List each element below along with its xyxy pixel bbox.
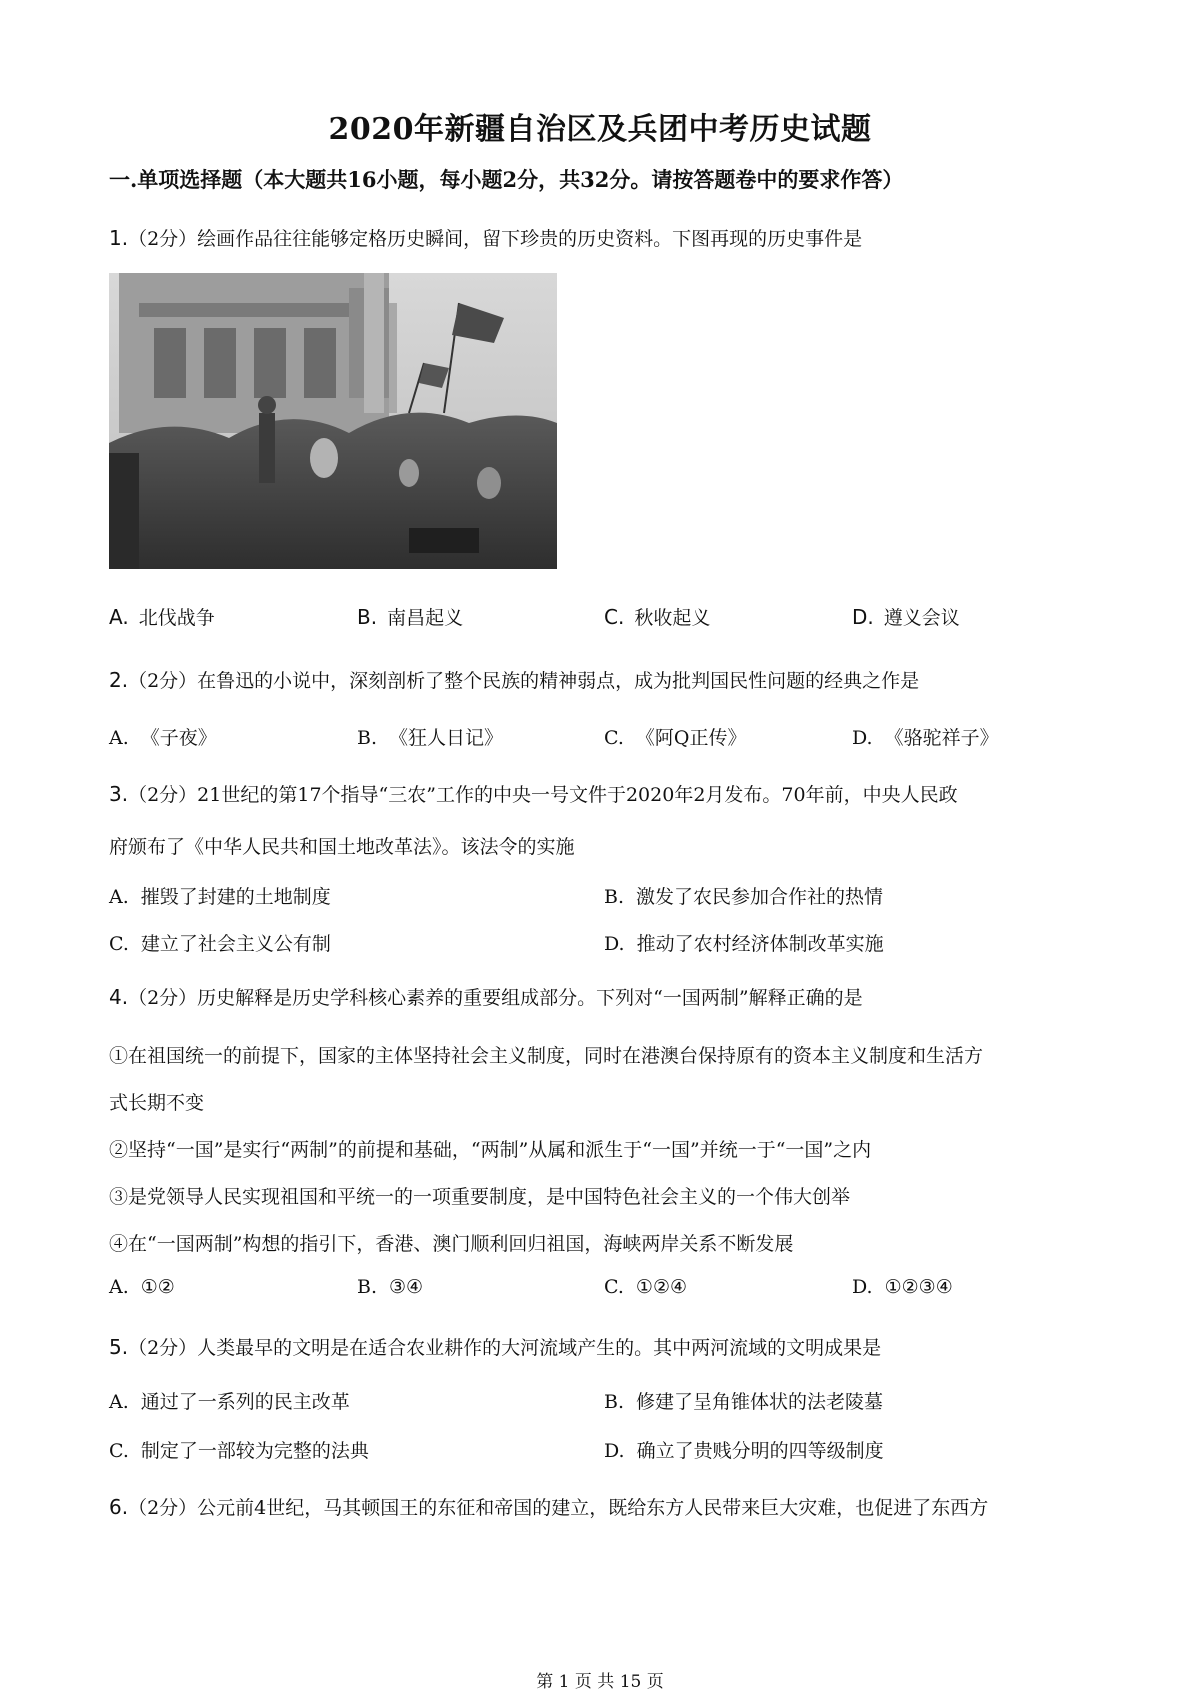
question-4 bbox=[109, 983, 863, 1010]
question-1 bbox=[109, 224, 862, 251]
q1-option-b: B. 南昌起义 bbox=[357, 605, 464, 629]
q4-statement-3: ③是党领导人民实现祖国和平统一的一项重要制度，是中国特色社会主义的一个伟大创举 bbox=[109, 1186, 851, 1208]
history-painting-image bbox=[109, 273, 557, 569]
q3-option-b: B. 激发了农民参加合作社的热情 bbox=[604, 886, 884, 908]
question-text: （2分）在鲁迅的小说中，深刻剖析了整个民族的精神弱点，成为批判国民性问题的经典之作是 bbox=[128, 670, 920, 692]
q4-option-c: C. ①②④ bbox=[604, 1276, 688, 1298]
question-number: 6. bbox=[109, 1495, 129, 1519]
q4-statement-1: ①在祖国统一的前提下，国家的主体坚持社会主义制度，同时在港澳台保持原有的资本主义制度和生活方 bbox=[109, 1045, 984, 1067]
q2-option-b: B. 《狂人日记》 bbox=[357, 727, 504, 749]
q4-statement-1-continued: 式长期不变 bbox=[109, 1092, 205, 1114]
q4-statement-4: ④在“一国两制”构想的指引下，香港、澳门顺利回归祖国，海峡两岸关系不断发展 bbox=[109, 1233, 794, 1255]
q5-option-b: B. 修建了呈角锥体状的法老陵墓 bbox=[604, 1391, 884, 1413]
page-title: 2020年新疆自治区及兵团中考历史试题 bbox=[328, 112, 872, 147]
question-text: （2分）公元前4世纪，马其顿国王的东征和帝国的建立，既给东方人民带来巨大灾难，也促进了东西方 bbox=[128, 1497, 989, 1519]
question-3 bbox=[109, 780, 958, 807]
question-6 bbox=[109, 1493, 988, 1520]
question-number: 5. bbox=[109, 1335, 129, 1359]
question-text: （2分）21世纪的第17个指导“三农”工作的中央一号文件于2020年2月发布。70年前，中央人民政 bbox=[128, 784, 958, 806]
q3-option-d: D. 推动了农村经济体制改革实施 bbox=[604, 933, 884, 955]
q4-option-b: B. ③④ bbox=[357, 1276, 424, 1298]
q5-option-d: D. 确立了贵贱分明的四等级制度 bbox=[604, 1440, 884, 1462]
section-heading: 一.单项选择题（本大题共16小题，每小题2分，共32分。请按答题卷中的要求作答） bbox=[109, 167, 904, 192]
q3-option-c: C. 建立了社会主义公有制 bbox=[109, 933, 331, 955]
page-footer: 第 1 页 共 15 页 bbox=[536, 1672, 664, 1692]
q1-option-a: A. 北伐战争 bbox=[109, 605, 215, 629]
question-2 bbox=[109, 666, 919, 693]
question-text: （2分）绘画作品往往能够定格历史瞬间，留下珍贵的历史资料。下图再现的历史事件是 bbox=[128, 228, 863, 250]
question-text: （2分）历史解释是历史学科核心素养的重要组成部分。下列对“一国两制”解释正确的是 bbox=[128, 987, 863, 1009]
question-number: 4. bbox=[109, 985, 129, 1009]
q4-option-d: D. ①②③④ bbox=[852, 1276, 953, 1298]
q2-option-d: D. 《骆驼祥子》 bbox=[852, 727, 999, 749]
q2-option-a: A. 《子夜》 bbox=[109, 727, 217, 749]
question-number: 2. bbox=[109, 668, 129, 692]
q3-option-a: A. 摧毁了封建的土地制度 bbox=[109, 886, 331, 908]
q4-option-a: A. ①② bbox=[109, 1276, 175, 1298]
q5-option-a: A. 通过了一系列的民主改革 bbox=[109, 1391, 350, 1413]
q1-option-d: D. 遵义会议 bbox=[852, 605, 960, 629]
question-number: 1. bbox=[109, 226, 129, 250]
q1-option-c: C. 秋收起义 bbox=[604, 605, 711, 629]
q4-statement-2: ②坚持“一国”是实行“两制”的前提和基础，“两制”从属和派生于“一国”并统一于“一国”之内 bbox=[109, 1139, 872, 1161]
question-text: （2分）人类最早的文明是在适合农业耕作的大河流域产生的。其中两河流域的文明成果是 bbox=[128, 1337, 882, 1359]
q2-option-c: C. 《阿Q正传》 bbox=[604, 727, 747, 749]
question-3-continued: 府颁布了《中华人民共和国土地改革法》。该法令的实施 bbox=[109, 836, 575, 858]
question-number: 3. bbox=[109, 782, 129, 806]
q5-option-c: C. 制定了一部较为完整的法典 bbox=[109, 1440, 369, 1462]
question-5 bbox=[109, 1333, 881, 1360]
